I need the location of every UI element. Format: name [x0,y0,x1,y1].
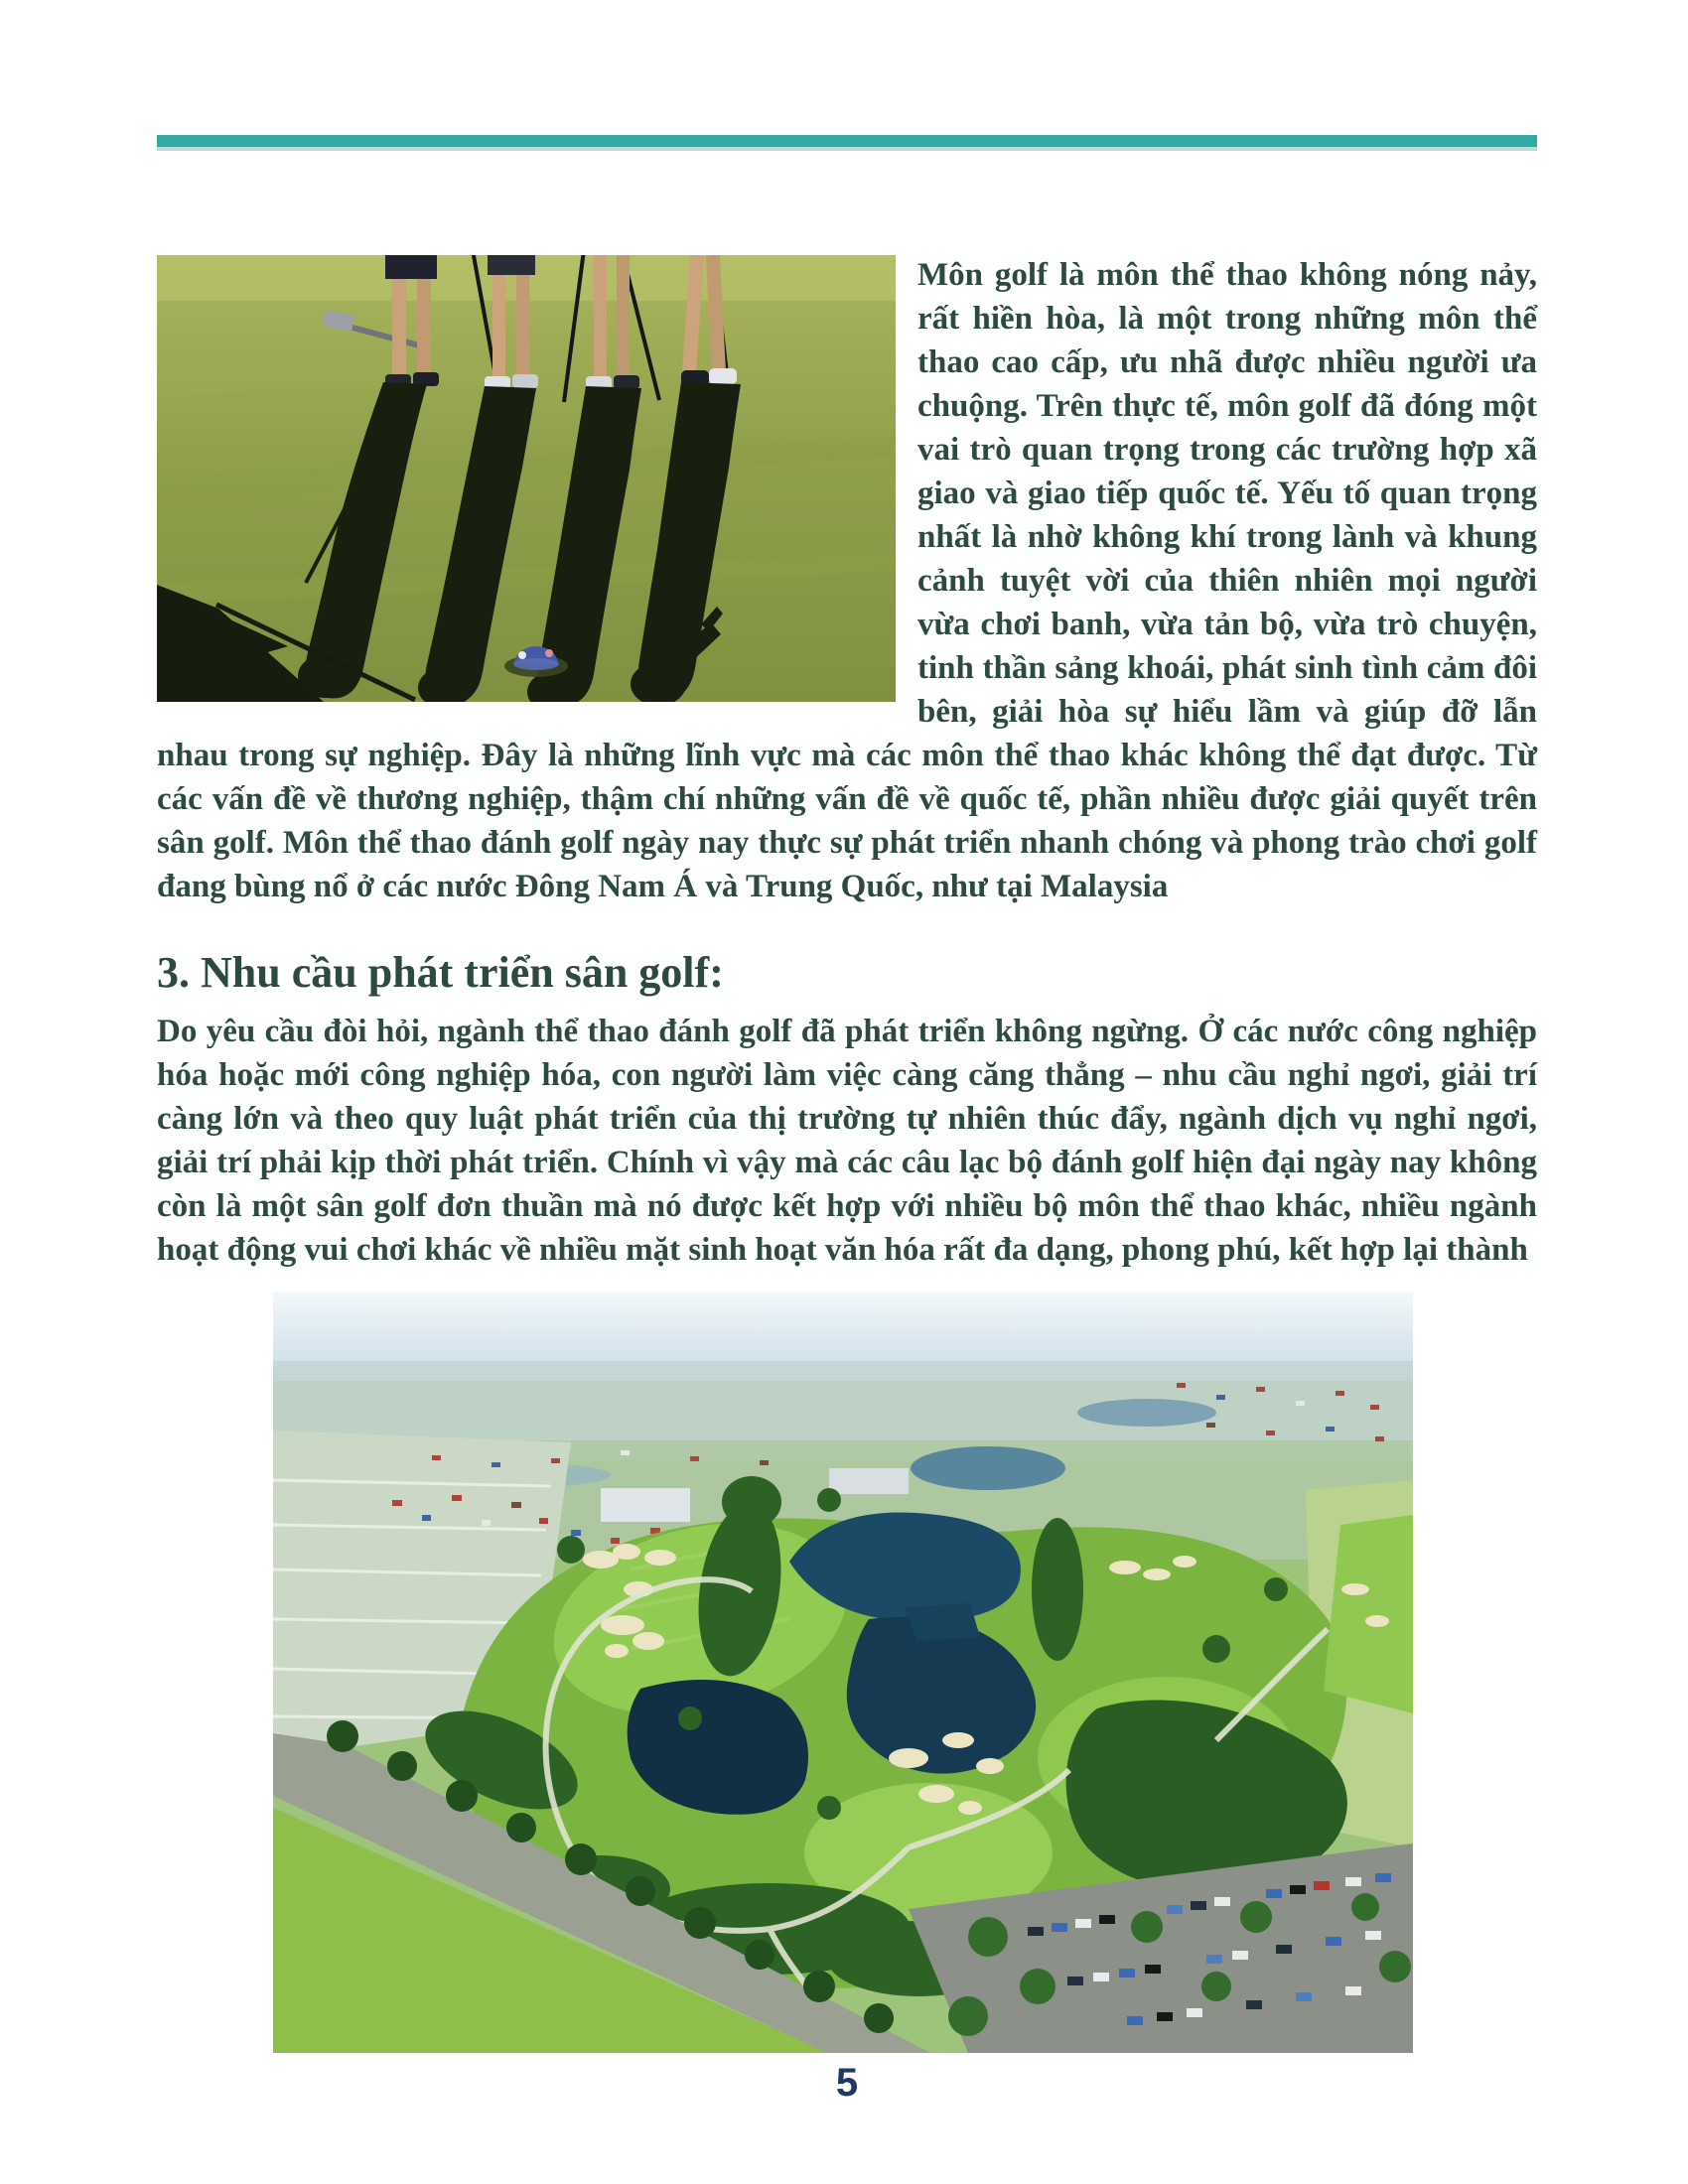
header-rule [157,135,1537,151]
golfer-shadows-illustration [157,255,896,702]
photo-golfer-shadows [157,255,896,702]
section-heading: 3. Nhu cầu phát triển sân golf: [157,948,724,997]
paragraph-development: Do yêu cầu đòi hỏi, ngành thể thao đánh golf đã phát triển không ngừng. Ở các nước công nghiệp hóa hoặc mới công nghiệp hóa, con người làm việc càng căng thẳng – nhu cầu nghỉ ngơi, giải trí càng lớn và theo quy luật phát triển của thị trường tự nhiên thúc đẩy, ngành dịch vụ nghỉ ngơi, giải trí phải kịp thời phát triển. Chính vì vậy mà các câu lạc bộ đánh golf hiện đại ngày nay không còn là một sân golf đơn thuần mà nó được kết hợp với nhiều bộ môn thể thao khác, nhiều ngành hoạt động vui chơi khác về nhiều mặt sinh hoạt văn hóa rất đa dạng, phong phú, kết hợp lại thành [157,1014,1537,1268]
paragraph-golf-intro: Môn golf là môn thể thao không nóng nảy, rất hiền hòa, là một trong những môn thể thao cao cấp, ưu nhã được nhiều người ưa chuộng. Trên thực tế, môn golf đã đóng một vai trò quan trọng trong các trường hợp xã giao và giao tiếp quốc tế. Yếu tố quan trọng nhất là nhờ không khí trong lành và khung cảnh tuyệt vời của thiên nhiên mọi người vừa chơi banh, vừa tản bộ, vừa trò chuyện, tinh thần sảng khoái, phát sinh tình cảm đôi bên, giải hòa sự hiểu lầm và giúp đỡ lẫn nhau trong sự nghiệp. Đây là những lĩnh vực mà các môn thể thao khác không thể đạt được. Từ các vấn đề về thương nghiệp, thậm chí những vấn đề về quốc tế, phần nhiều được giải quyết trên sân golf. Môn thể thao đánh golf ngày nay thực sự phát triển nhanh chóng và phong trào chơi golf đang bùng nổ ở các nước Đông Nam Á và Trung Quốc, như tại Malaysia [157,257,1537,904]
page-content [157,253,1537,2106]
page-number: 5 [835,2061,859,2105]
photo-aerial-golf-course [273,1292,1413,2053]
aerial-golf-course-illustration [273,1292,1413,2053]
